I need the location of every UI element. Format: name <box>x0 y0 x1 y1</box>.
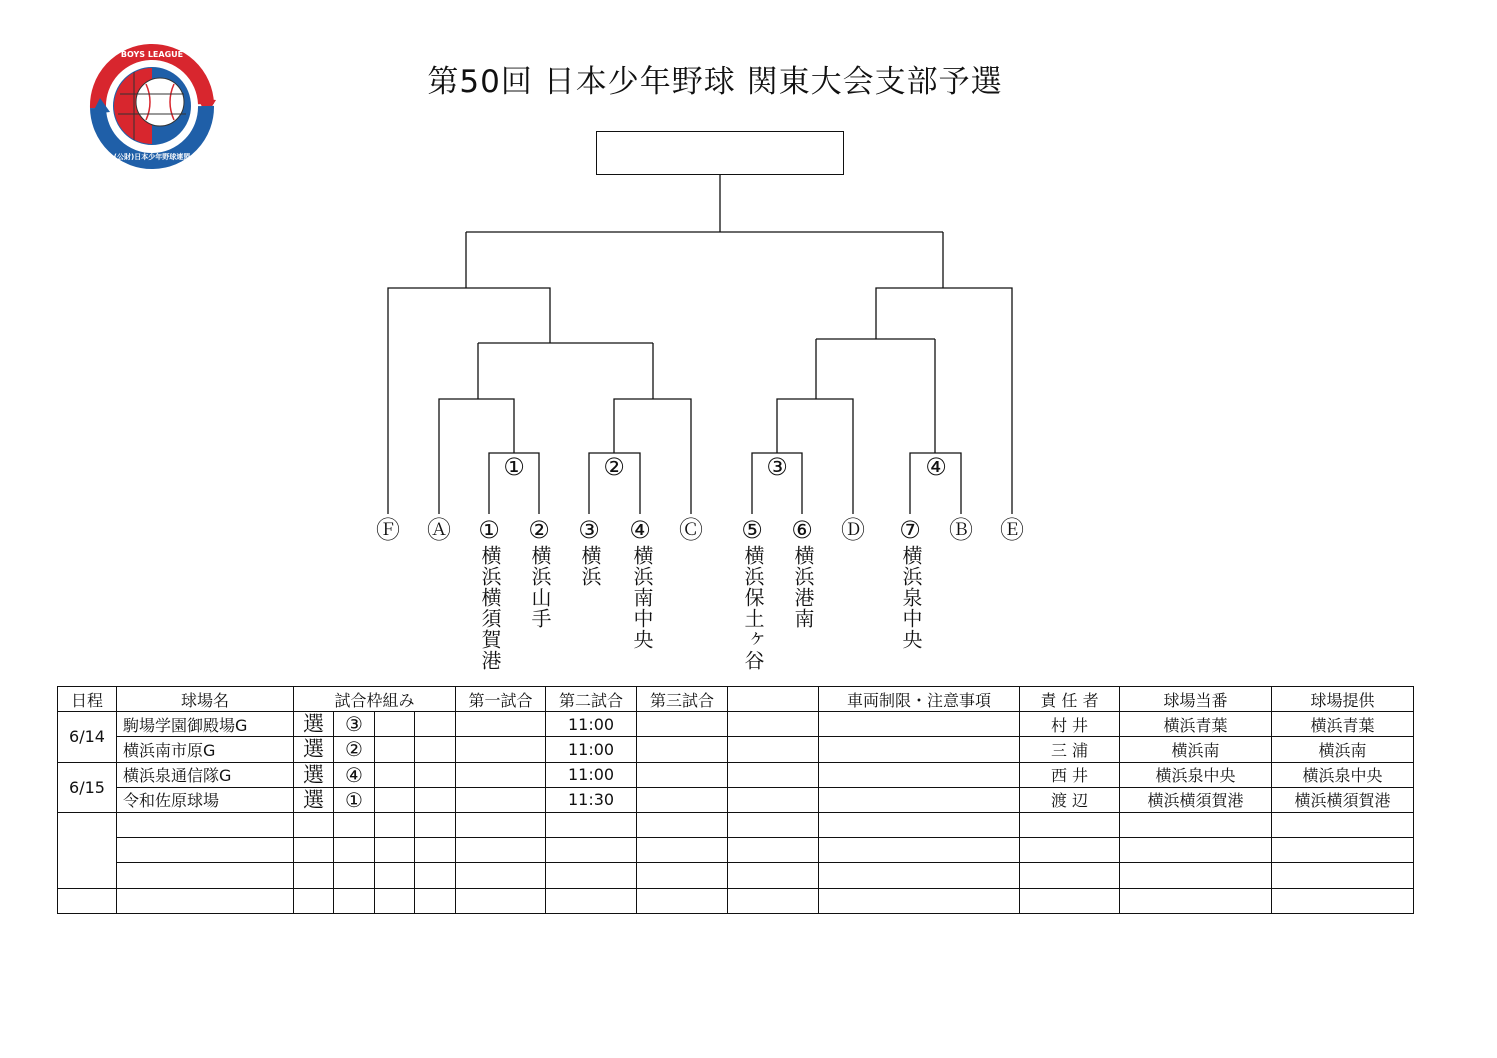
header-blank <box>728 687 819 712</box>
header-provider: 球場提供 <box>1272 687 1414 712</box>
date-cell: 6/14 <box>58 712 117 762</box>
entry-mark: ② <box>528 516 550 544</box>
venue-cell: 駒場学園御殿場G <box>117 712 294 737</box>
entry-mark: Ⓐ <box>427 516 451 544</box>
game-cell: ③ <box>334 712 375 737</box>
header-duty: 球場当番 <box>1120 687 1272 712</box>
date-cell: 6/15 <box>58 762 117 812</box>
duty-cell: 横浜横須賀港 <box>1120 787 1272 812</box>
type-cell: 選 <box>294 737 334 762</box>
venue-cell: 横浜泉通信隊G <box>117 762 294 787</box>
game-cell: ② <box>334 737 375 762</box>
game-number-3: ③ <box>766 453 788 481</box>
table-row <box>58 812 1414 837</box>
header-game3: 第三試合 <box>637 687 728 712</box>
person-cell: 村 井 <box>1020 712 1120 737</box>
team-name: 横浜保土ヶ谷 <box>741 545 765 671</box>
header-venue: 球場名 <box>117 687 294 712</box>
header-person: 責 任 者 <box>1020 687 1120 712</box>
team-name: 横浜横須賀港 <box>478 545 502 671</box>
venue-cell: 横浜南市原G <box>117 737 294 762</box>
table-row <box>58 762 1414 787</box>
duty-cell: 横浜泉中央 <box>1120 762 1272 787</box>
page-title: 第50回 日本少年野球 関東大会支部予選 <box>427 64 1003 100</box>
table-row <box>58 888 1414 913</box>
provider-cell: 横浜南 <box>1272 737 1414 762</box>
provider-cell: 横浜泉中央 <box>1272 762 1414 787</box>
entry-mark: ⑦ <box>899 516 921 544</box>
provider-cell: 横浜横須賀港 <box>1272 787 1414 812</box>
game-cell: ④ <box>334 762 375 787</box>
header-game1: 第一試合 <box>456 687 546 712</box>
game-cell: ① <box>334 787 375 812</box>
entry-mark: Ⓕ <box>376 516 400 544</box>
entry-mark: Ⓑ <box>949 516 973 544</box>
entry-mark: Ⓔ <box>1000 516 1024 544</box>
entry-mark: ⑥ <box>791 516 813 544</box>
header-game2: 第二試合 <box>546 687 637 712</box>
table-row <box>58 838 1414 863</box>
time-cell: 11:00 <box>546 762 637 787</box>
logo-top-text: BOYS LEAGUE <box>120 50 184 59</box>
team-name: 横浜山手 <box>528 545 552 629</box>
table-header-row <box>58 687 1414 712</box>
game-number-1: ① <box>503 453 525 481</box>
type-cell: 選 <box>294 787 334 812</box>
schedule-table <box>57 686 1414 914</box>
entry-mark: ④ <box>629 516 651 544</box>
game-number-2: ② <box>603 453 625 481</box>
table-row <box>58 863 1414 888</box>
person-cell: 三 浦 <box>1020 737 1120 762</box>
duty-cell: 横浜青葉 <box>1120 712 1272 737</box>
person-cell: 渡 辺 <box>1020 787 1120 812</box>
type-cell: 選 <box>294 712 334 737</box>
duty-cell: 横浜南 <box>1120 737 1272 762</box>
time-cell: 11:00 <box>546 737 637 762</box>
team-name: 横浜港南 <box>791 545 815 629</box>
person-cell: 西 井 <box>1020 762 1120 787</box>
time-cell: 11:00 <box>546 712 637 737</box>
entry-mark: ⑤ <box>741 516 763 544</box>
header-date: 日程 <box>58 687 117 712</box>
header-frame: 試合枠組み <box>294 687 456 712</box>
table-row <box>58 787 1414 812</box>
header-notes: 車両制限・注意事項 <box>819 687 1020 712</box>
entry-mark: Ⓒ <box>679 516 703 544</box>
entry-mark: Ⓓ <box>841 516 865 544</box>
table-row <box>58 712 1414 737</box>
entry-mark: ① <box>478 516 500 544</box>
entry-mark: ③ <box>578 516 600 544</box>
table-row <box>58 737 1414 762</box>
team-name: 横浜 <box>578 545 602 587</box>
time-cell: 11:30 <box>546 787 637 812</box>
logo-bottom-text: (公財)日本少年野球連盟 <box>113 153 191 161</box>
game-number-4: ④ <box>925 453 947 481</box>
venue-cell: 令和佐原球場 <box>117 787 294 812</box>
team-name: 横浜南中央 <box>630 545 654 650</box>
type-cell: 選 <box>294 762 334 787</box>
team-name: 横浜泉中央 <box>899 545 923 650</box>
provider-cell: 横浜青葉 <box>1272 712 1414 737</box>
